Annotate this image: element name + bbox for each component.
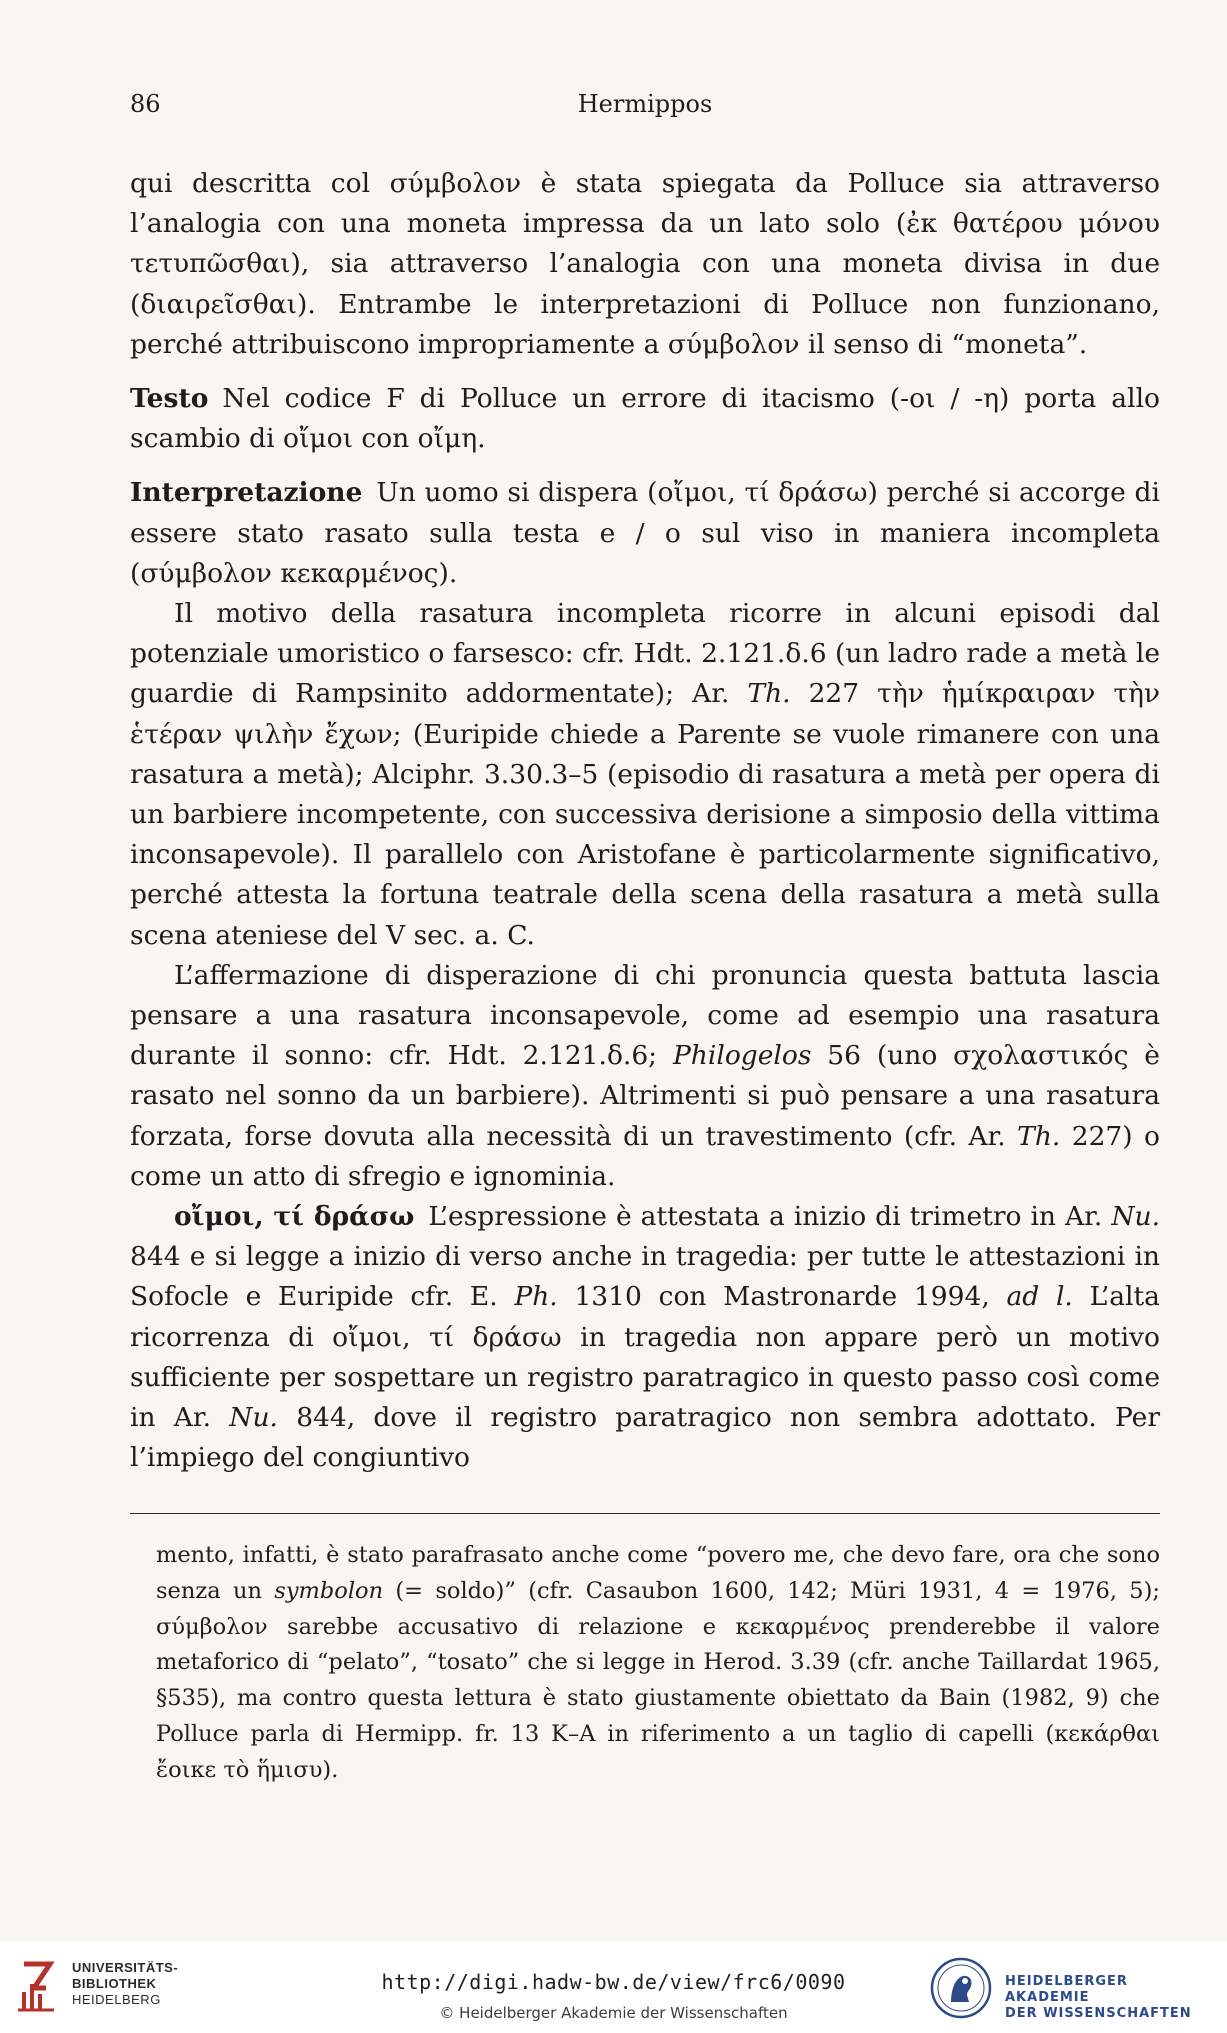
text-run: L’espressione è attestata a inizio di trimetro in Ar. [428,1201,1112,1233]
text-run: L’affermazione di disperazione di chi pronuncia questa battuta lascia pensare a una rasatura inconsapevole, come ad esempio una rasatura durante il sonno: cfr. Hdt. 2.121.δ.6; [130,959,1160,1072]
section-label-testo: Testo [130,383,209,415]
paragraph-rasatura-motivo [130,594,1160,956]
text-run: 844 e si legge a inizio di verso anche in tragedia: per tutte le attestazioni in Sofocle e Euripide cfr. E. [130,1241,1160,1313]
section-text-testo: Nel codice F di Polluce un errore di itacismo (-οι / -η) porta allo scambio di οἴμοι con οἴμη. [130,383,1160,455]
ub-name-line1: UNIVERSITÄTS- [72,1960,179,1975]
paragraph-continuation: qui descritta col σύμβολον è stata spiegata da Polluce sia attraverso l’analogia con una moneta impressa da un lato solo (ἐκ θατέρου μόνου τετυπῶσθαι), sia attraverso l’analogia con una moneta divisa in due (διαιρεῖσθαι). Entrambe le interpretazioni di Polluce non funzionano, perché attribuiscono impropriamente a σύμβολον il senso di “moneta”. [130,168,1160,360]
section-testo [130,379,1160,459]
italic-abbrev: Th. [747,678,791,710]
italic-abbrev: Th. [1017,1120,1061,1152]
main-text [130,164,1160,1479]
italic-term: symbolon [274,1577,384,1604]
lemma-label: οἴμοι, τί δράσω [174,1201,415,1233]
hadw-name-line1: HEIDELBERGER AKADEMIE [1005,1974,1128,2005]
text-run: 1310 con Mastronarde 1994, [557,1281,1007,1313]
permalink-url[interactable]: http://digi.hadw-bw.de/view/frc6/0090 [381,1970,846,1994]
italic-abbrev: Nu. [229,1402,278,1434]
digitization-footer [0,1942,1227,2033]
footnote-text [156,1538,1160,1789]
italic-abbrev: ad l. [1006,1281,1073,1313]
text-run: 227) o come un atto di sfregio e ignominia. [130,1120,1160,1192]
text-run: (= soldo)” (cfr. Casaubon 1600, 142; Müri 1931, 4 = 1976, 5); σύμβολον sarebbe accusativo di relazione e κεκαρμένος prenderebbe il valore metaforico di “pelato”, “tosato” che si legge in Herod. 3.39 (cfr. anche Taillardat 1965, §535), ma contro questa lettura è stato giustamente obiettato da Bain (1982, 9) che Polluce parla di Hermipp. fr. 13 K–A in riferimento a un taglio di capelli (κεκάρθαι ἔοικε τὸ ἥμισυ). [156,1577,1160,1783]
italic-abbrev: Ph. [514,1281,558,1313]
ub-name-line3: HEIDELBERG [72,1992,161,2007]
hadw-name-line2: DER WISSENSCHAFTEN [1005,2006,1192,2021]
text-run: Il motivo della rasatura incompleta ricorre in alcuni episodi dal potenziale umoristico o farsesco: cfr. Hdt. 2.121.δ.6 (un ladro rade a metà le guardie di Rampsinito addormentate); Ar. [130,598,1160,710]
text-run: 56 (uno σχολαστικός è rasato nel sonno da un barbiere). Altrimenti si può pensare a una rasatura forzata, forse dovuta alla necessità di un travestimento (cfr. Ar. [130,1040,1160,1152]
running-header [130,90,1160,130]
paragraph-oimoi [130,1197,1160,1478]
text-run: 844, dove il registro paratragico non sembra adottato. Per l’impiego del congiuntivo [130,1402,1160,1474]
section-label-interpretazione: Interpretazione [130,477,363,509]
page-number: 86 [130,90,161,118]
paragraph-disperazione [130,956,1160,1197]
footnote [156,1538,1160,1789]
hadw-seal-icon [929,1956,993,2020]
copyright-notice: © Heidelberger Akademie der Wissenschaften [439,2004,788,2022]
text-run: 227 τὴν ἡμίκραιραν τὴν ἑτέραν ψιλὴν ἔχων; (Euripide chiede a Parente se vuole rimanere con una rasatura a metà); Alciphr. 3.30.3–5 (episodio di rasatura a metà per opera di un barbiere incompetente, con successiva derisione a simposio della vittima inconsapevole). Il parallelo con Aristofane è particolarmente significativo, perché attesta la fortuna teatrale della scena della rasatura a metà sulla scena ateniese del V sec. a. C. [130,678,1160,951]
text-run: mento, infatti, è stato parafrasato anche come “povero me, che devo fare, ora che sono senza un [156,1542,1160,1604]
italic-abbrev: Nu. [1111,1201,1161,1233]
footnote-rule [130,1513,1160,1514]
section-interpretazione [130,473,1160,594]
hadw-name [1005,1974,1209,2022]
italic-title: Philogelos [672,1040,812,1072]
section-text-interpretazione: Un uomo si dispera (οἴμοι, τί δράσω) perché si accorge di essere stato rasato sulla testa e / o sul viso in maniera incompleta (σύμβολον κεκαρμένος). [130,477,1160,589]
text-run: L’alta ricorrenza di οἴμοι, τί δράσω in tragedia non appare però un motivo sufficiente per sospettare un registro paratragico in questo passo così come in Ar. [130,1281,1160,1434]
running-title: Hermippos [577,90,713,118]
hadw-logo-block[interactable] [929,1952,1209,2024]
ub-name-line2: BIBLIOTHEK [72,1976,157,1991]
